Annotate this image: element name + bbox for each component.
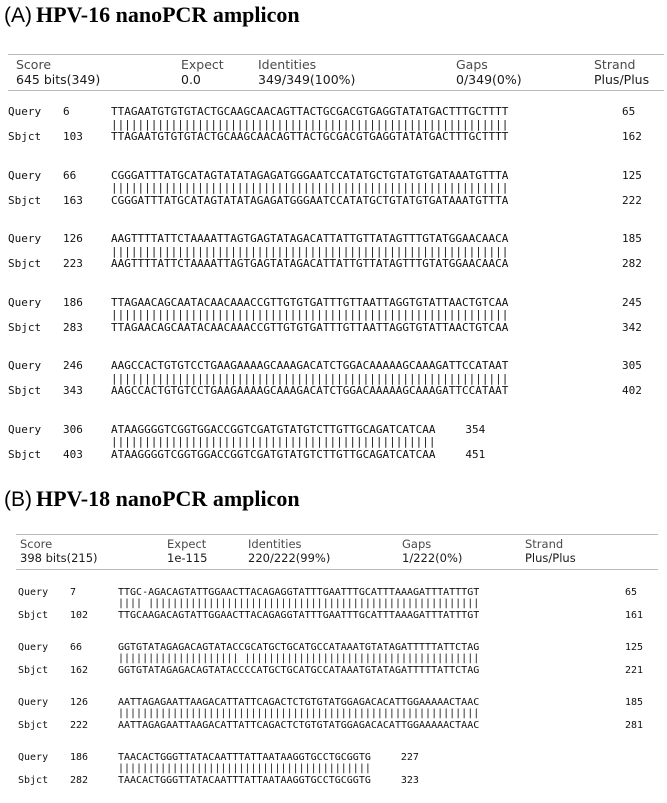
query-end: 185 (622, 232, 642, 245)
gaps-label: Gaps (402, 537, 432, 551)
subject-start: 223 (63, 257, 83, 270)
subject-start: 103 (63, 130, 83, 143)
subject-end: 451 (465, 447, 486, 461)
subject-start: 163 (63, 193, 83, 207)
alignment-block (0, 752, 667, 786)
panel-letter: (A) (4, 4, 32, 27)
query-sequence: TTAGAACAGCAATACAACAAACCGTTGTGTGATTTGTTAATTAGGTGTATTAACTGTCAA (111, 295, 509, 309)
alignment-block (0, 642, 667, 676)
query-sequence: AAGCCACTGTGTCCTGAAGAAAAGCAAAGACATCTGGACAAAAAGCAAAGATTCCATAAT (111, 359, 509, 372)
subject-start: 283 (63, 320, 83, 334)
panel-b (0, 486, 667, 803)
query-label: Query (8, 168, 42, 182)
query-end: 227 (400, 752, 419, 763)
subject-end: 402 (622, 384, 642, 397)
subject-sequence: GGTGTATAGAGACAGTATACCCCATGCTGCATGCCATAAATGTATAGATTTTTATTCTAG (118, 664, 480, 676)
subject-sequence: TAACACTGGGTTATACAATTTATTAATAAGGTGCCTGCGGTG (118, 774, 371, 786)
subject-label: Sbjct (8, 130, 42, 143)
strand-value: Plus/Plus (594, 72, 650, 87)
gaps-label: Gaps (456, 57, 488, 72)
subject-label: Sbjct (8, 257, 42, 270)
query-end: 354 (465, 422, 486, 436)
gaps-value: 1/222(0%) (402, 551, 463, 565)
query-sequence: AATTAGAGAATTAAGACATTATTCAGACTCTGTGTATGGAGACACATTGGAAAAACTAAC (118, 697, 480, 708)
panel-name: HPV-18 nanoPCR amplicon (36, 486, 300, 511)
query-sequence: AAGTTTTATTCTAAAATTAGTGAGTATAGACATTATTGTTATAGTTTGTATGGAACAACA (111, 232, 509, 245)
match-line: |||||||||||||||||||||||||||||||||||||||||| (118, 763, 371, 775)
query-sequence: ATAAGGGGTCGGTGGACCGGTCGATGTATGTCTTGTTGCAGATCATCAA (111, 422, 436, 436)
query-start: 66 (70, 642, 83, 653)
identities-value: 220/222(99%) (248, 551, 331, 565)
subject-label: Sbjct (8, 193, 42, 207)
match-line: |||||||||||||||||||||||||||||||||||||||||||||||||||||||||||| (111, 181, 509, 194)
subject-end: 221 (625, 664, 644, 676)
match-line: |||||||||||||||||||||||||||||||||||||||||||||||||||||||||||| (111, 371, 509, 385)
query-end: 125 (625, 642, 644, 653)
query-end: 245 (622, 295, 642, 309)
strand-label: Strand (594, 57, 636, 72)
alignment-block (0, 587, 667, 621)
expect-label: Expect (167, 537, 207, 551)
subject-end: 161 (625, 609, 644, 621)
alignment-block (0, 106, 667, 144)
query-label: Query (8, 105, 42, 118)
subject-end: 282 (622, 257, 642, 270)
subject-label: Sbjct (18, 719, 49, 731)
subject-end: 281 (625, 719, 644, 731)
panel-letter: (B) (4, 488, 32, 511)
query-end: 65 (625, 587, 638, 598)
match-line: |||||||||||||||||||||||||||||||||||||||||||||||||||||||||||| (111, 308, 509, 321)
subject-sequence: AATTAGAGAATTAAGACATTATTCAGACTCTGTGTATGGAGACACATTGGAAAAACTAAC (118, 719, 480, 731)
expect-value: 1e-115 (167, 551, 208, 565)
expect-value: 0.0 (181, 72, 201, 87)
subject-sequence: TTAGAACAGCAATACAACAAACCGTTGTGTGATTTGTTAATTAGGTGTATTAACTGTCAA (111, 320, 509, 334)
query-label: Query (8, 295, 42, 309)
query-label: Query (8, 422, 42, 436)
subject-label: Sbjct (18, 609, 49, 621)
expect-label: Expect (181, 57, 224, 72)
subject-label: Sbjct (8, 320, 42, 334)
match-line: ||||||||||||||||||||||||||||||||||||||||||||||||| (111, 435, 436, 448)
alignment-block (0, 424, 667, 462)
score-value: 645 bits(349) (16, 72, 101, 87)
subject-label: Sbjct (18, 774, 49, 786)
query-start: 186 (70, 752, 89, 763)
match-line: |||||||||||||||||||| ||||||||||||||||||||||||||||||||||||||| (118, 653, 480, 665)
query-sequence: TTAGAATGTGTGTACTGCAAGCAACAGTTACTGCGACGTGAGGTATATGACTTTGCTTTT (111, 105, 509, 118)
query-end: 65 (622, 105, 636, 118)
subject-start: 282 (70, 774, 89, 786)
gaps-value: 0/349(0%) (456, 72, 522, 87)
score-value: 398 bits(215) (20, 551, 98, 565)
subject-end: 162 (622, 130, 642, 143)
subject-start: 403 (63, 447, 83, 461)
query-label: Query (8, 359, 42, 372)
panel-name: HPV-16 nanoPCR amplicon (36, 2, 300, 27)
identities-value: 349/349(100%) (258, 72, 356, 87)
query-end: 125 (622, 168, 642, 182)
query-label: Query (8, 232, 42, 245)
subject-sequence: CGGGATTTATGCATAGTATATAGAGATGGGAATCCATATGCTGTATGTGATAAATGTTTA (111, 193, 509, 207)
query-start: 246 (63, 359, 83, 372)
subject-label: Sbjct (8, 384, 42, 397)
alignment-block (0, 297, 667, 335)
query-label: Query (18, 697, 49, 708)
query-sequence: TAACACTGGGTTATACAATTTATTAATAAGGTGCCTGCGGTG (118, 752, 371, 763)
subject-start: 222 (70, 719, 89, 731)
query-end: 185 (625, 697, 644, 708)
query-label: Query (18, 752, 49, 763)
match-line: |||||||||||||||||||||||||||||||||||||||||||||||||||||||||||| (111, 244, 509, 258)
identities-label: Identities (258, 57, 317, 72)
score-label: Score (20, 537, 53, 551)
subject-sequence: ATAAGGGGTCGGTGGACCGGTCGATGTATGTCTTGTTGCAGATCATCAA (111, 447, 436, 461)
score-label: Score (16, 57, 52, 72)
subject-start: 343 (63, 384, 83, 397)
alignment-block (0, 233, 667, 271)
match-line: |||||||||||||||||||||||||||||||||||||||||||||||||||||||||||| (111, 117, 509, 131)
query-end: 305 (622, 359, 642, 372)
subject-start: 102 (70, 609, 89, 621)
subject-sequence: AAGCCACTGTGTCCTGAAGAAAAGCAAAGACATCTGGACAAAAAGCAAAGATTCCATAAT (111, 384, 509, 397)
strand-value: Plus/Plus (525, 551, 576, 565)
strand-label: Strand (525, 537, 564, 551)
identities-label: Identities (248, 537, 302, 551)
alignment-block (0, 360, 667, 398)
query-label: Query (18, 587, 49, 598)
query-sequence: GGTGTATAGAGACAGTATACCGCATGCTGCATGCCATAAATGTATAGATTTTTATTCTAG (118, 642, 480, 653)
subject-end: 222 (622, 193, 642, 207)
query-label: Query (18, 642, 49, 653)
alignment-blocks (0, 486, 667, 803)
subject-start: 162 (70, 664, 89, 676)
query-start: 186 (63, 295, 83, 309)
subject-end: 342 (622, 320, 642, 334)
alignment-block (0, 170, 667, 208)
alignment-block (0, 697, 667, 731)
query-start: 126 (70, 697, 89, 708)
subject-sequence: TTGCAAGACAGTATTGGAACTTACAGAGGTATTTGAATTTGCATTTAAAGATTTATTTGT (118, 609, 480, 621)
query-start: 66 (63, 168, 77, 182)
match-line: |||| ||||||||||||||||||||||||||||||||||||||||||||||||||||||| (118, 598, 480, 610)
query-sequence: CGGGATTTATGCATAGTATATAGAGATGGGAATCCATATGCTGTATGTGATAAATGTTTA (111, 168, 509, 182)
query-start: 126 (63, 232, 83, 245)
query-start: 7 (70, 587, 77, 598)
subject-label: Sbjct (18, 664, 49, 676)
subject-sequence: TTAGAATGTGTGTACTGCAAGCAACAGTTACTGCGACGTGAGGTATATGACTTTGCTTTT (111, 130, 509, 143)
query-start: 6 (63, 105, 70, 118)
match-line: |||||||||||||||||||||||||||||||||||||||||||||||||||||||||||| (118, 708, 480, 720)
subject-label: Sbjct (8, 447, 42, 461)
subject-sequence: AAGTTTTATTCTAAAATTAGTGAGTATAGACATTATTGTTATAGTTTGTATGGAACAACA (111, 257, 509, 270)
query-sequence: TTGC-AGACAGTATTGGAACTTACAGAGGTATTTGAATTTGCATTTAAAGATTTATTTGT (118, 587, 480, 598)
query-start: 306 (63, 422, 83, 436)
subject-end: 323 (400, 774, 419, 786)
